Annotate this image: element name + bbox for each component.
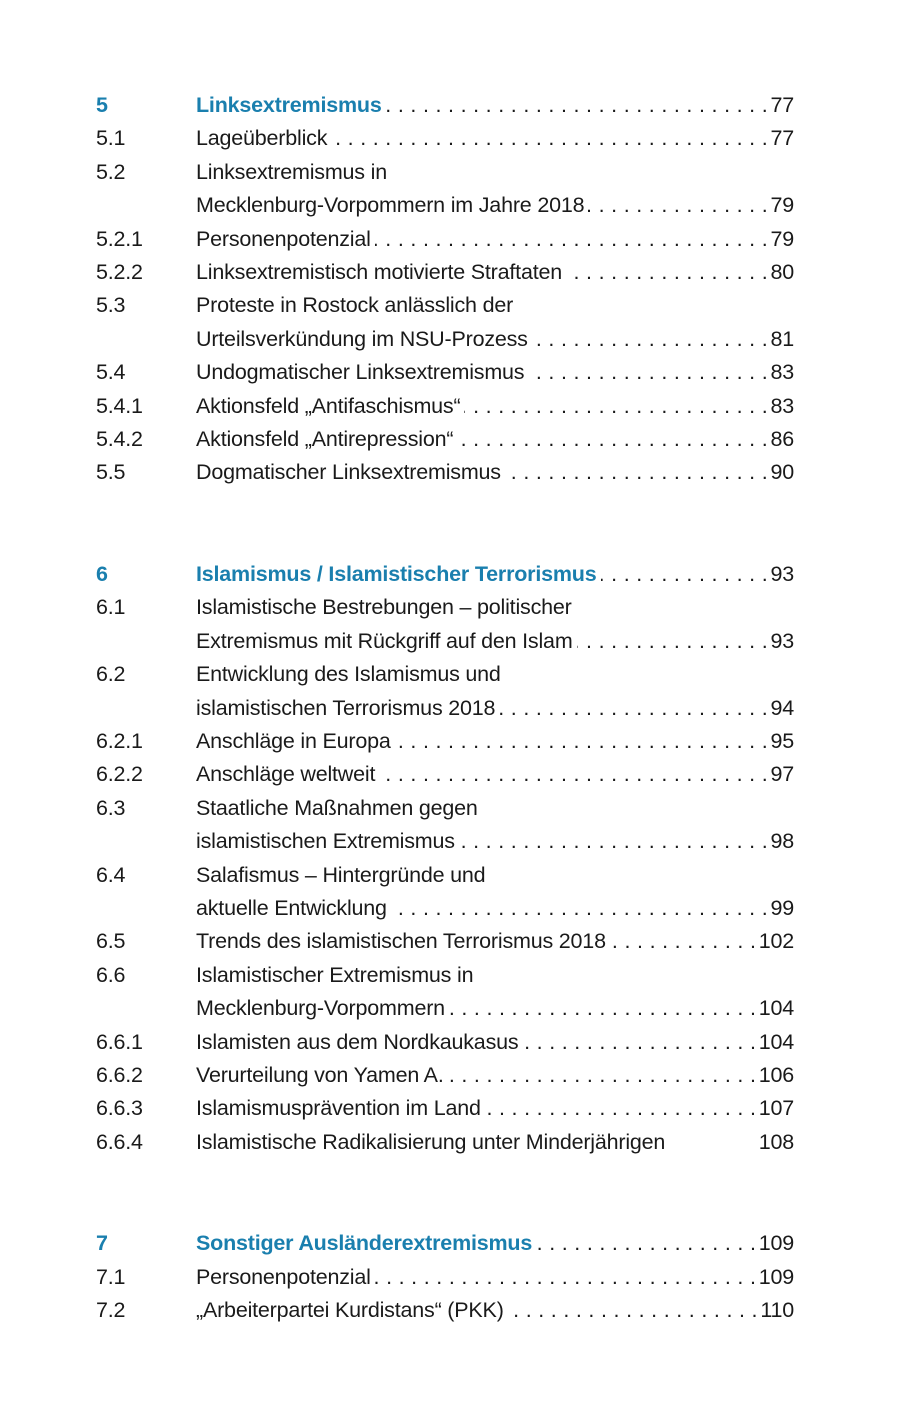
entry-body: [196, 223, 794, 256]
entry-body: [196, 792, 794, 859]
entry-title: Linksextremistisch motivierte Straftaten: [196, 260, 562, 285]
entry-body: [196, 925, 794, 958]
toc-entry[interactable]: [96, 658, 794, 725]
entry-line: [196, 792, 794, 825]
entry-line: [196, 156, 794, 189]
page-number: 79: [770, 226, 794, 251]
entry-title: aktuelle Entwicklung: [196, 895, 387, 920]
dot-leader: [508, 1294, 757, 1327]
toc-entry[interactable]: [96, 256, 794, 289]
entry-body: [196, 758, 794, 791]
section-number: 6.6.3: [96, 1096, 143, 1121]
toc-entry[interactable]: [96, 1059, 794, 1092]
entry-line: [196, 456, 794, 489]
chapter-heading[interactable]: [96, 558, 794, 591]
dot-leader: [665, 1126, 759, 1159]
toc-section: [96, 558, 794, 1159]
entry-line: [196, 1227, 794, 1260]
entry-title: Anschläge weltweit: [196, 762, 376, 787]
toc-entry[interactable]: [96, 725, 794, 758]
section-number: 5.4.2: [96, 427, 143, 452]
dot-leader: [522, 1026, 754, 1059]
toc-section: [96, 89, 794, 490]
entry-title: Aktionsfeld „Antirepression“: [196, 427, 454, 452]
dot-leader: [532, 323, 767, 356]
entry-title: Mecklenburg-Vorpommern im Jahre 2018: [196, 193, 585, 218]
dot-leader: [386, 89, 767, 122]
entry-title: Personenpotenzial: [196, 1264, 371, 1289]
entry-line: [196, 591, 794, 624]
section-number: 6.2: [96, 662, 126, 687]
page-number: 93: [770, 561, 794, 586]
dot-leader: [375, 1261, 755, 1294]
section-number: 6.3: [96, 795, 126, 820]
entry-body: [196, 1059, 794, 1092]
dot-leader: [536, 1227, 755, 1260]
section-number: 5.4: [96, 360, 126, 385]
entry-line: [196, 122, 794, 155]
entry-title: Personenpotenzial: [196, 226, 371, 251]
entry-title: Lageüberblick: [196, 126, 328, 151]
page-number: 98: [770, 829, 794, 854]
section-number: 6.5: [96, 929, 126, 954]
section-number: 6.2.2: [96, 762, 143, 787]
toc-section: [96, 1227, 794, 1327]
entry-title: Linksextremismus: [196, 93, 382, 117]
dot-leader: [375, 223, 767, 256]
section-number: 6.6.4: [96, 1129, 143, 1154]
section-number: 5.2.2: [96, 260, 143, 285]
page-number: 93: [770, 628, 794, 653]
entry-body: [196, 859, 794, 926]
entry-line: [196, 1092, 794, 1125]
entry-line: [196, 256, 794, 289]
entry-title: Urteilsverkündung im NSU-Prozess: [196, 326, 528, 351]
entry-line: [196, 825, 794, 858]
page-number: 81: [770, 326, 794, 351]
entry-title: Islamistische Bestrebungen – politischer: [196, 595, 572, 620]
entry-title: Linksextremismus in: [196, 159, 387, 184]
entry-line: [196, 959, 794, 992]
section-number: 6.6.2: [96, 1062, 143, 1087]
dot-leader: [588, 189, 766, 222]
entry-body: [196, 1227, 794, 1260]
toc-entry[interactable]: [96, 758, 794, 791]
entry-body: [196, 256, 794, 289]
entry-line: [196, 223, 794, 256]
entry-body: [196, 89, 794, 122]
entry-title: Islamismusprävention im Land: [196, 1096, 481, 1121]
dot-leader: [459, 825, 767, 858]
entry-title: Salafismus – Hintergründe und: [196, 862, 486, 887]
entry-title: Mecklenburg-Vorpommern: [196, 996, 445, 1021]
entry-title: Anschläge in Europa: [196, 728, 391, 753]
entry-body: [196, 456, 794, 489]
entry-body: [196, 658, 794, 725]
section-number: 7.1: [96, 1264, 126, 1289]
entry-body: [196, 725, 794, 758]
entry-body: [196, 591, 794, 658]
dot-leader: [448, 1059, 755, 1092]
dot-leader: [499, 692, 766, 725]
section-number: 7.2: [96, 1298, 126, 1322]
section-number: 6.6.1: [96, 1029, 143, 1054]
entry-line: [196, 323, 794, 356]
entry-title: Trends des islamistischen Terrorismus 2018: [196, 929, 606, 954]
entry-title: Islamisten aus dem Nordkaukasus: [196, 1029, 519, 1054]
toc-entry[interactable]: [96, 1026, 794, 1059]
entry-body: [196, 558, 794, 591]
entry-title: Proteste in Rostock anlässlich der: [196, 293, 514, 318]
toc-entry[interactable]: [96, 1261, 794, 1294]
toc-entry[interactable]: [96, 925, 794, 958]
page-number: 99: [770, 895, 794, 920]
section-number: 5: [96, 93, 108, 117]
entry-body: [196, 423, 794, 456]
entry-body: [196, 1261, 794, 1294]
page-number: 80: [770, 260, 794, 285]
page-number: 108: [758, 1129, 794, 1154]
entry-line: [196, 992, 794, 1025]
entry-title: Islamismus / Islamistischer Terrorismus: [196, 561, 597, 586]
toc-entry[interactable]: [96, 156, 794, 223]
entry-line: [196, 423, 794, 456]
dot-leader: [449, 992, 755, 1025]
chapter-heading[interactable]: [96, 89, 794, 122]
entry-line: [196, 390, 794, 423]
dot-leader: [379, 758, 766, 791]
toc-entry[interactable]: [96, 792, 794, 859]
entry-line: [196, 1294, 794, 1327]
entry-line: [196, 725, 794, 758]
page-number: 109: [758, 1231, 794, 1256]
page-number: 77: [770, 93, 794, 117]
entry-line: [196, 1261, 794, 1294]
entry-line: [196, 89, 794, 122]
entry-body: [196, 1294, 794, 1327]
dot-leader: [391, 892, 767, 925]
entry-line: [196, 859, 794, 892]
page-number: 102: [758, 929, 794, 954]
entry-title: Verurteilung von Yamen A.: [196, 1062, 444, 1087]
section-number: 6: [96, 561, 108, 586]
entry-line: [196, 189, 794, 222]
page-number: 90: [770, 460, 794, 485]
page-number: 109: [758, 1264, 794, 1289]
entry-title: „Arbeiterpartei Kurdistans“ (PKK): [196, 1298, 504, 1322]
entry-body: [196, 1026, 794, 1059]
dot-leader: [457, 423, 766, 456]
entry-line: [196, 289, 794, 322]
section-number: 7: [96, 1231, 108, 1256]
section-number: 6.4: [96, 862, 126, 887]
dot-leader: [395, 725, 767, 758]
entry-line: [196, 356, 794, 389]
dot-leader: [528, 356, 766, 389]
entry-line: [196, 892, 794, 925]
entry-line: [196, 1059, 794, 1092]
entry-title: Islamistische Radikalisierung unter Minderjährigen: [196, 1129, 666, 1154]
section-number: 6.6: [96, 962, 126, 987]
entry-title: Islamistischer Extremismus in: [196, 962, 474, 987]
table-of-contents: [96, 89, 794, 1395]
dot-leader: [331, 122, 766, 155]
section-number: 5.3: [96, 293, 126, 318]
toc-entry[interactable]: [96, 859, 794, 926]
dot-leader: [485, 1092, 755, 1125]
section-number: 6.2.1: [96, 728, 143, 753]
section-number: 5.2.1: [96, 226, 143, 251]
toc-entry[interactable]: [96, 456, 794, 489]
entry-title: Undogmatischer Linksextremismus: [196, 360, 525, 385]
entry-body: [196, 390, 794, 423]
page-number: 107: [758, 1096, 794, 1121]
entry-title: Sonstiger Ausländerextremismus: [196, 1231, 533, 1256]
page-number: 77: [770, 126, 794, 151]
entry-body: [196, 289, 794, 356]
entry-body: [196, 156, 794, 223]
entry-line: [196, 625, 794, 658]
page-number: 104: [758, 1029, 794, 1054]
page-number: 95: [770, 728, 794, 753]
entry-body: [196, 122, 794, 155]
dot-leader: [566, 256, 766, 289]
dot-leader: [601, 558, 767, 591]
dot-leader: [464, 390, 766, 423]
toc-entry[interactable]: [96, 591, 794, 658]
entry-body: [196, 1126, 794, 1159]
entry-title: islamistischen Terrorismus 2018: [196, 695, 496, 720]
page-number: 86: [770, 427, 794, 452]
chapter-heading[interactable]: [96, 1227, 794, 1260]
entry-title: Entwicklung des Islamismus und: [196, 662, 501, 687]
section-number: 6.1: [96, 595, 126, 620]
toc-entry[interactable]: [96, 1092, 794, 1125]
page-number: 110: [760, 1298, 794, 1322]
toc-entry[interactable]: [96, 223, 794, 256]
section-number: 5.4.1: [96, 393, 143, 418]
page-number: 83: [770, 393, 794, 418]
page-number: 94: [770, 695, 794, 720]
entry-line: [196, 1126, 794, 1159]
toc-entry[interactable]: [96, 959, 794, 1026]
page-number: 106: [758, 1062, 794, 1087]
entry-line: [196, 658, 794, 691]
page-number: 97: [770, 762, 794, 787]
toc-entry[interactable]: [96, 390, 794, 423]
entry-body: [196, 356, 794, 389]
entry-line: [196, 925, 794, 958]
page-number: 104: [758, 996, 794, 1021]
entry-line: [196, 1026, 794, 1059]
dot-leader: [610, 925, 755, 958]
entry-body: [196, 959, 794, 1026]
section-number: 5.2: [96, 159, 126, 184]
entry-line: [196, 558, 794, 591]
entry-title: Dogmatischer Linksextremismus: [196, 460, 501, 485]
toc-entry[interactable]: [96, 423, 794, 456]
entry-title: islamistischen Extremismus: [196, 829, 455, 854]
toc-entry[interactable]: [96, 1294, 794, 1327]
dot-leader: [577, 625, 767, 658]
section-number: 5.1: [96, 126, 126, 151]
section-number: 5.5: [96, 460, 126, 485]
toc-entry[interactable]: [96, 1126, 794, 1159]
entry-title: Aktionsfeld „Antifaschismus“: [196, 393, 461, 418]
toc-entry[interactable]: [96, 289, 794, 356]
entry-line: [196, 692, 794, 725]
toc-entry[interactable]: [96, 122, 794, 155]
toc-entry[interactable]: [96, 356, 794, 389]
entry-title: Extremismus mit Rückgriff auf den Islam: [196, 628, 573, 653]
entry-title: Staatliche Maßnahmen gegen: [196, 795, 478, 820]
entry-line: [196, 758, 794, 791]
page-number: 79: [770, 193, 794, 218]
dot-leader: [505, 456, 767, 489]
entry-body: [196, 1092, 794, 1125]
page-number: 83: [770, 360, 794, 385]
